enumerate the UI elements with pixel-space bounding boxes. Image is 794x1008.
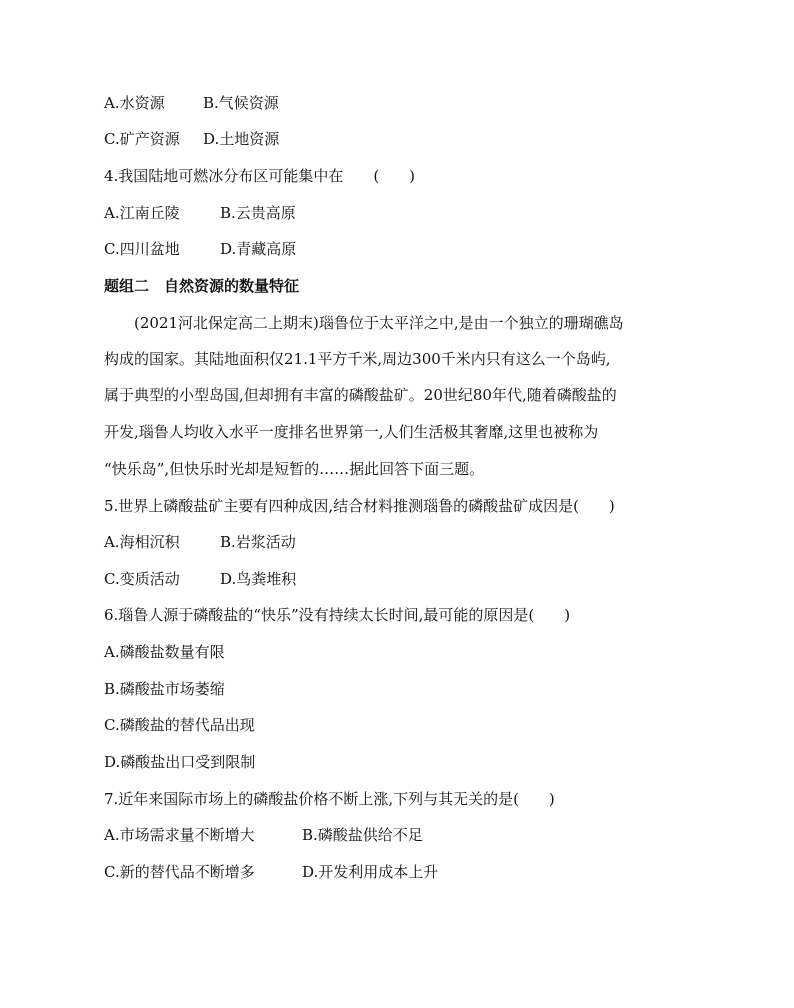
q3-option-b: B.气候资源 [203,94,279,112]
q5-options-row-2 [104,569,296,589]
q5-stem: 5.世界上磷酸盐矿主要有四种成因,结合材料推测瑙鲁的磷酸盐矿成因是( ) [104,497,615,515]
passage-line-1: (2021河北保定高二上期末)瑙鲁位于太平洋之中,是由一个独立的珊瑚礁岛 [134,314,624,332]
q7-option-a: A.市场需求量不断增大 [104,826,255,844]
q4-options-row-2 [104,239,296,259]
q5-option-b: B.岩浆活动 [220,533,296,551]
q7-option-b: B.磷酸盐供给不足 [302,826,423,844]
q4-stem: 4.我国陆地可燃冰分布区可能集中在 ( ) [104,167,416,185]
q4-option-b: B.云贵高原 [220,204,296,222]
q5-options-row-1 [104,532,296,552]
q6-option-b: B.磷酸盐市场萎缩 [104,680,225,698]
passage-line-5: “快乐岛”,但快乐时光却是短暂的……据此回答下面三题。 [104,460,485,478]
q3-option-c: C.矿产资源 [104,130,180,148]
q5-option-a: A.海相沉积 [104,533,180,551]
q5-option-d: D.鸟粪堆积 [220,570,297,588]
section-heading: 题组二 自然资源的数量特征 [104,277,300,295]
q3-option-d: D.土地资源 [203,130,280,148]
q6-stem: 6.瑙鲁人源于磷酸盐的“快乐”没有持续太长时间,最可能的原因是( ) [104,606,571,624]
q7-options-row-1 [104,825,423,845]
q6-option-a: A.磷酸盐数量有限 [104,643,225,661]
q4-option-d: D.青藏高原 [220,240,297,258]
passage-line-2: 构成的国家。其陆地面积仅21.1平方千米,周边300千米内只有这么一个岛屿, [104,350,611,368]
q7-option-d: D.开发利用成本上升 [302,863,439,881]
q7-options-row-2 [104,862,438,882]
q4-options-row-1 [104,203,296,223]
q3-options-row-1 [104,93,279,113]
q7-option-c: C.新的替代品不断增多 [104,863,255,881]
q7-stem: 7.近年来国际市场上的磷酸盐价格不断上涨,下列与其无关的是( ) [104,790,555,808]
q4-option-a: A.江南丘陵 [104,204,180,222]
q3-options-row-2 [104,129,279,149]
q5-option-c: C.变质活动 [104,570,180,588]
q4-option-c: C.四川盆地 [104,240,180,258]
q6-option-c: C.磷酸盐的替代品出现 [104,716,255,734]
q6-option-d: D.磷酸盐出口受到限制 [104,753,256,771]
passage-line-4: 开发,瑙鲁人均收入水平一度排名世界第一,人们生活极其奢靡,这里也被称为 [104,423,599,441]
q3-option-a: A.水资源 [104,94,165,112]
passage-line-3: 属于典型的小型岛国,但却拥有丰富的磷酸盐矿。20世纪80年代,随着磷酸盐的 [104,386,617,404]
